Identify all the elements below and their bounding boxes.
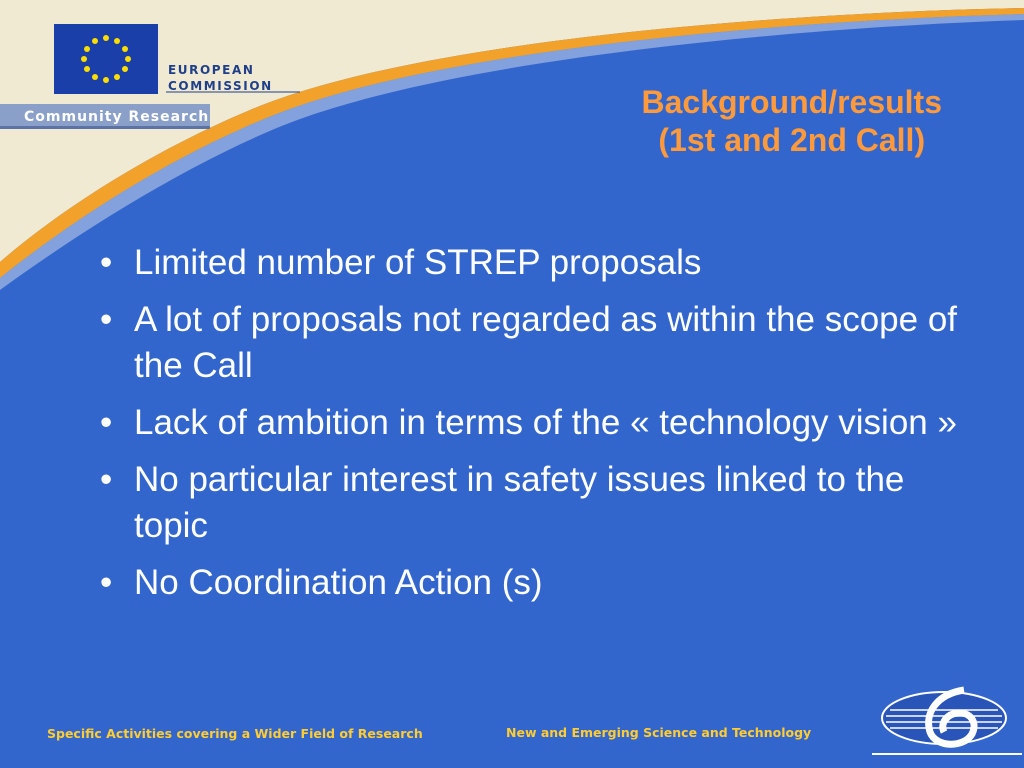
bullet-text: Lack of ambition in terms of the « technology vision » bbox=[134, 403, 957, 442]
bullet-text: No particular interest in safety issues linked to the topic bbox=[134, 460, 905, 545]
bullet-text: A lot of proposals not regarded as within the scope of the Call bbox=[134, 300, 958, 385]
title-line-1: Background/results bbox=[641, 84, 942, 120]
bullet-marker: • bbox=[100, 460, 113, 499]
bullet-marker: • bbox=[100, 243, 113, 282]
bullet-marker: • bbox=[100, 403, 113, 442]
slide-title bbox=[641, 83, 942, 159]
unit-label: Community Research bbox=[24, 109, 210, 125]
bullet-item bbox=[96, 400, 966, 446]
bullet-item bbox=[96, 560, 966, 606]
footer-right-text: New and Emerging Science and Technology bbox=[506, 725, 812, 740]
bullet-list bbox=[96, 240, 966, 617]
bullet-item bbox=[96, 457, 966, 549]
footer-left-text: Specific Activities covering a Wider Field of Research bbox=[47, 726, 423, 741]
title-line-2: (1st and 2nd Call) bbox=[658, 122, 926, 158]
bullet-marker: • bbox=[100, 300, 113, 339]
bullet-marker: • bbox=[100, 563, 113, 602]
fp6-logo-icon bbox=[872, 680, 1022, 760]
bullet-item bbox=[96, 240, 966, 286]
bullet-item bbox=[96, 297, 966, 389]
bullet-text: No Coordination Action (s) bbox=[134, 563, 543, 602]
bullet-text: Limited number of STREP proposals bbox=[134, 243, 702, 282]
organization-name: EUROPEAN COMMISSION bbox=[168, 63, 273, 93]
